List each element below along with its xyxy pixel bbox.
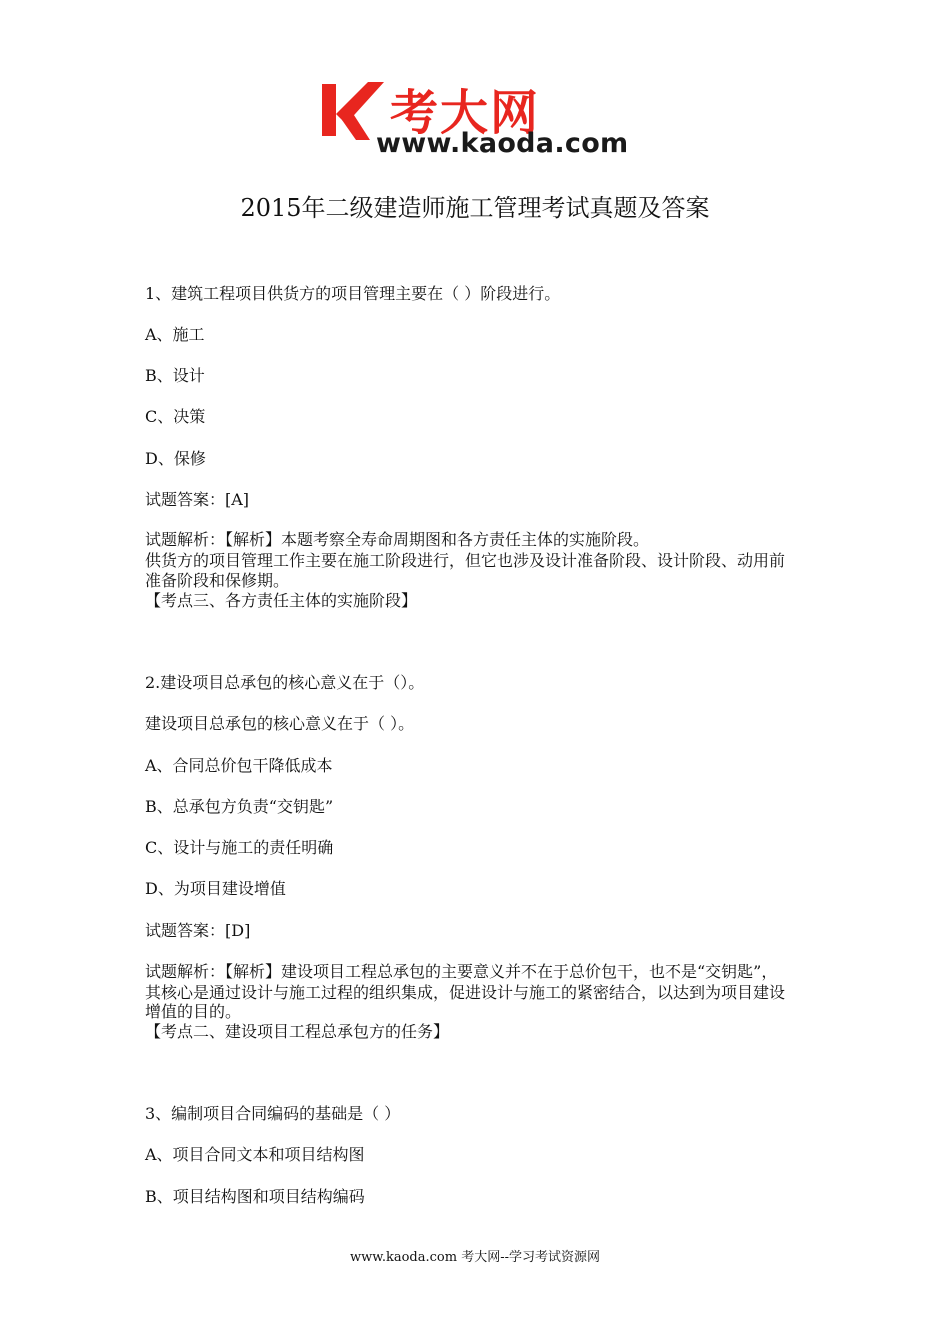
q2-option-c: C、设计与施工的责任明确 (145, 838, 334, 857)
q3-option-b: B、项目结构图和项目结构编码 (145, 1187, 365, 1206)
q1-stem: 1、建筑工程项目供货方的项目管理主要在（ ）阶段进行。 (145, 284, 561, 303)
q3-stem: 3、编制项目合同编码的基础是（ ） (145, 1104, 401, 1123)
q1-option-a: A、施工 (145, 325, 205, 344)
q2-option-d: D、为项目建设增值 (145, 879, 286, 898)
q2-analysis-line-1: 试题解析：【解析】建设项目工程总承包的主要意义并不在于总价包干，也不是“交钥匙”， (145, 962, 778, 981)
q1-option-c: C、决策 (145, 407, 206, 426)
logo-url: www.kaoda.com (376, 128, 629, 159)
q2-stem-repeat: 建设项目总承包的核心意义在于（ ）。 (145, 714, 415, 733)
q1-analysis-line-2: 供货方的项目管理工作主要在施工阶段进行，但它也涉及设计准备阶段、设计阶段、动用前 (145, 551, 786, 570)
kaoda-logo (318, 78, 638, 160)
q2-stem: 2.建设项目总承包的核心意义在于（）。 (145, 673, 425, 692)
logo-brand-name: 考大网 (390, 85, 541, 141)
q2-option-a: A、合同总价包干降低成本 (145, 756, 333, 775)
q1-exam-point: 【考点三、各方责任主体的实施阶段】 (145, 591, 418, 610)
document-title: 2015年二级建造师施工管理考试真题及答案 (240, 194, 710, 222)
q2-analysis-line-3: 增值的目的。 (145, 1002, 242, 1021)
q2-exam-point: 【考点二、建设项目工程总承包方的任务】 (145, 1022, 450, 1041)
q2-option-b: B、总承包方负责“交钥匙” (145, 797, 334, 816)
page-footer: www.kaoda.com 考大网--学习考试资源网 (350, 1250, 600, 1265)
q2-answer: 试题答案：[D] (145, 921, 251, 940)
q1-analysis-line-3: 准备阶段和保修期。 (145, 571, 290, 590)
q3-option-a: A、项目合同文本和项目结构图 (145, 1145, 365, 1164)
q1-analysis-line-1: 试题解析：【解析】本题考察全寿命周期图和各方责任主体的实施阶段。 (145, 530, 650, 549)
q1-option-b: B、设计 (145, 366, 205, 385)
q1-answer: 试题答案：[A] (145, 490, 250, 509)
q1-option-d: D、保修 (145, 449, 206, 468)
q2-analysis-line-2: 其核心是通过设计与施工过程的组织集成，促进设计与施工的紧密结合，以达到为项目建设 (145, 983, 786, 1002)
